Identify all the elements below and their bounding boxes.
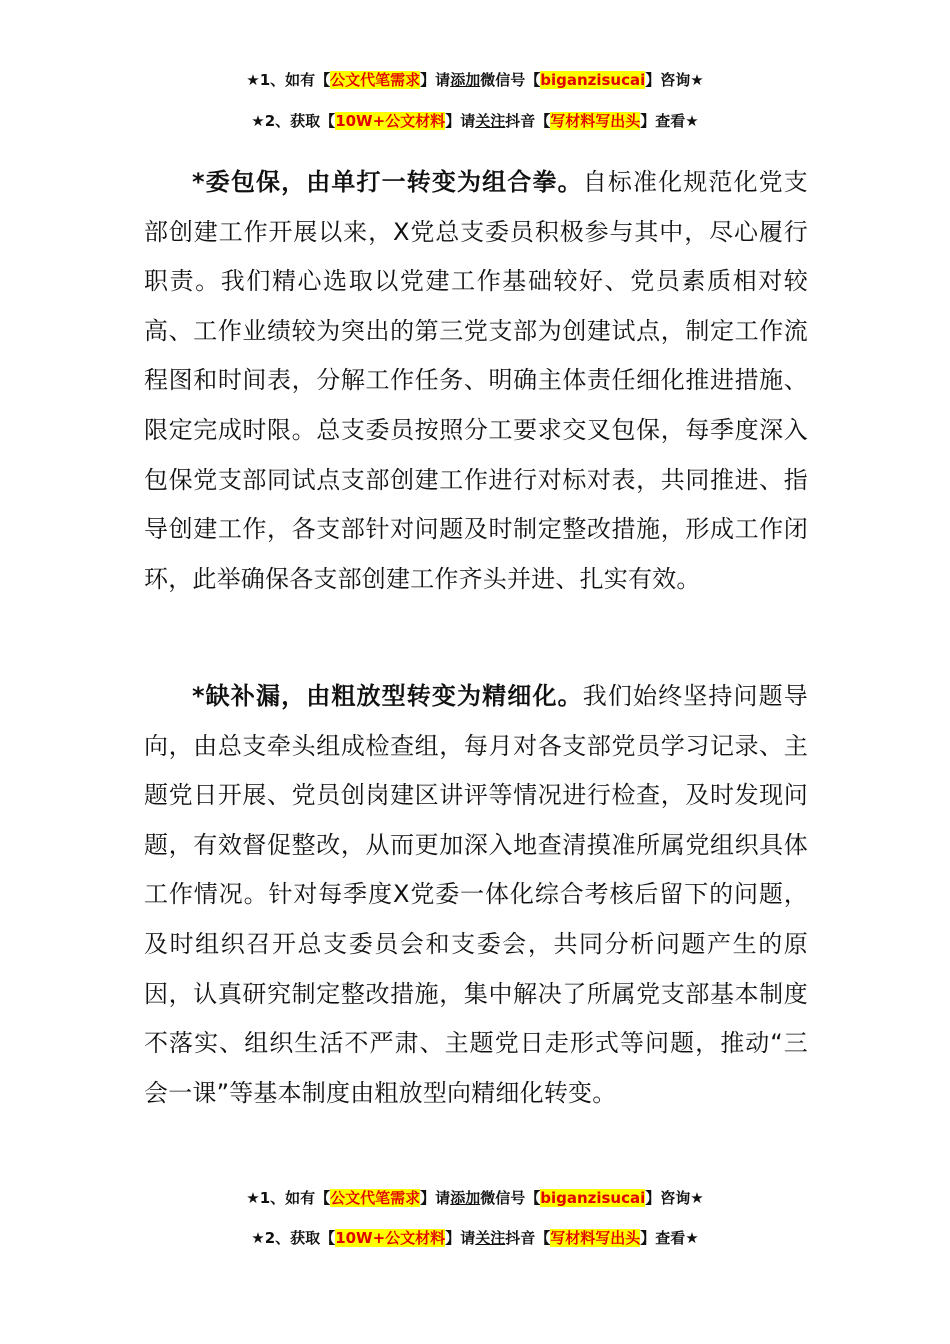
banner-text: 】请 (445, 112, 476, 130)
paragraph-lead-heading: *缺补漏，由粗放型转变为精细化。 (192, 682, 583, 710)
banner-text: 】查看★ (640, 112, 699, 130)
banner-text: 】查看★ (640, 1229, 699, 1247)
banner-underlined-text: 关注 (475, 1229, 506, 1247)
footer-banner-line-1 (0, 1186, 950, 1210)
banner-highlight-wechat-id: biganzisucai (540, 71, 646, 89)
banner-text: ★2、获取【 (251, 1229, 336, 1247)
banner-text: 微信号【 (480, 71, 541, 89)
banner-text: 】请 (445, 1229, 476, 1247)
banner-underlined-text: 添加 (450, 71, 481, 89)
body-paragraph-2 (144, 672, 808, 1118)
banner-text: 】咨询★ (645, 1189, 704, 1207)
header-banner-line-1 (0, 68, 950, 92)
banner-underlined-text: 添加 (450, 1189, 481, 1207)
banner-highlight: 公文代笔需求 (330, 1189, 421, 1207)
banner-text: ★2、获取【 (251, 112, 336, 130)
body-paragraph-1 (144, 158, 808, 604)
banner-text: 微信号【 (480, 1189, 541, 1207)
paragraph-body-text: 自标准化规范化党支部创建工作开展以来，X党总支委员积极参与其中，尽心履行职责。我们精心选取以党建工作基础较好、党员素质相对较高、工作业绩较为突出的第三党支部为创建试点，制定工作流程图和时间表，分解工作任务、明确主体责任细化推进措施、限定完成时限。总支委员按照分工要求交叉包保，每季度深入包保党支部同试点支部创建工作进行对标对表，共同推进、指导创建工作，各支部针对问题及时制定整改措施，形成工作闭环，此举确保各支部创建工作齐头并进、扎实有效。 (144, 168, 808, 593)
footer-banner-line-2 (0, 1226, 950, 1250)
banner-text: 抖音【 (505, 112, 551, 130)
banner-highlight-wechat-id: biganzisucai (540, 1189, 646, 1207)
banner-text: 】咨询★ (645, 71, 704, 89)
banner-highlight: 10W+公文材料 (335, 1229, 446, 1247)
banner-highlight-douyin-id: 写材料写出头 (550, 1229, 641, 1247)
banner-text: ★1、如有【 (246, 1189, 331, 1207)
banner-text: ★1、如有【 (246, 71, 331, 89)
banner-underlined-text: 关注 (475, 112, 506, 130)
banner-text: 抖音【 (505, 1229, 551, 1247)
banner-text: 】请 (420, 71, 451, 89)
banner-highlight-douyin-id: 写材料写出头 (550, 112, 641, 130)
banner-highlight: 公文代笔需求 (330, 71, 421, 89)
paragraph-lead-heading: *委包保，由单打一转变为组合拳。 (192, 168, 583, 196)
banner-highlight: 10W+公文材料 (335, 112, 446, 130)
banner-text: 】请 (420, 1189, 451, 1207)
paragraph-body-text: 我们始终坚持问题导向，由总支牵头组成检查组，每月对各支部党员学习记录、主题党日开展、党员创岗建区讲评等情况进行检查，及时发现问题，有效督促整改，从而更加深入地查清摸准所属党组织具体工作情况。针对每季度X党委一体化综合考核后留下的问题，及时组织召开总支委员会和支委会，共同分析问题产生的原因，认真研究制定整改措施，集中解决了所属党支部基本制度不落实、组织生活不严肃、主题党日走形式等问题，推动“三会一课”等基本制度由粗放型向精细化转变。 (144, 682, 808, 1107)
header-banner-line-2 (0, 109, 950, 133)
